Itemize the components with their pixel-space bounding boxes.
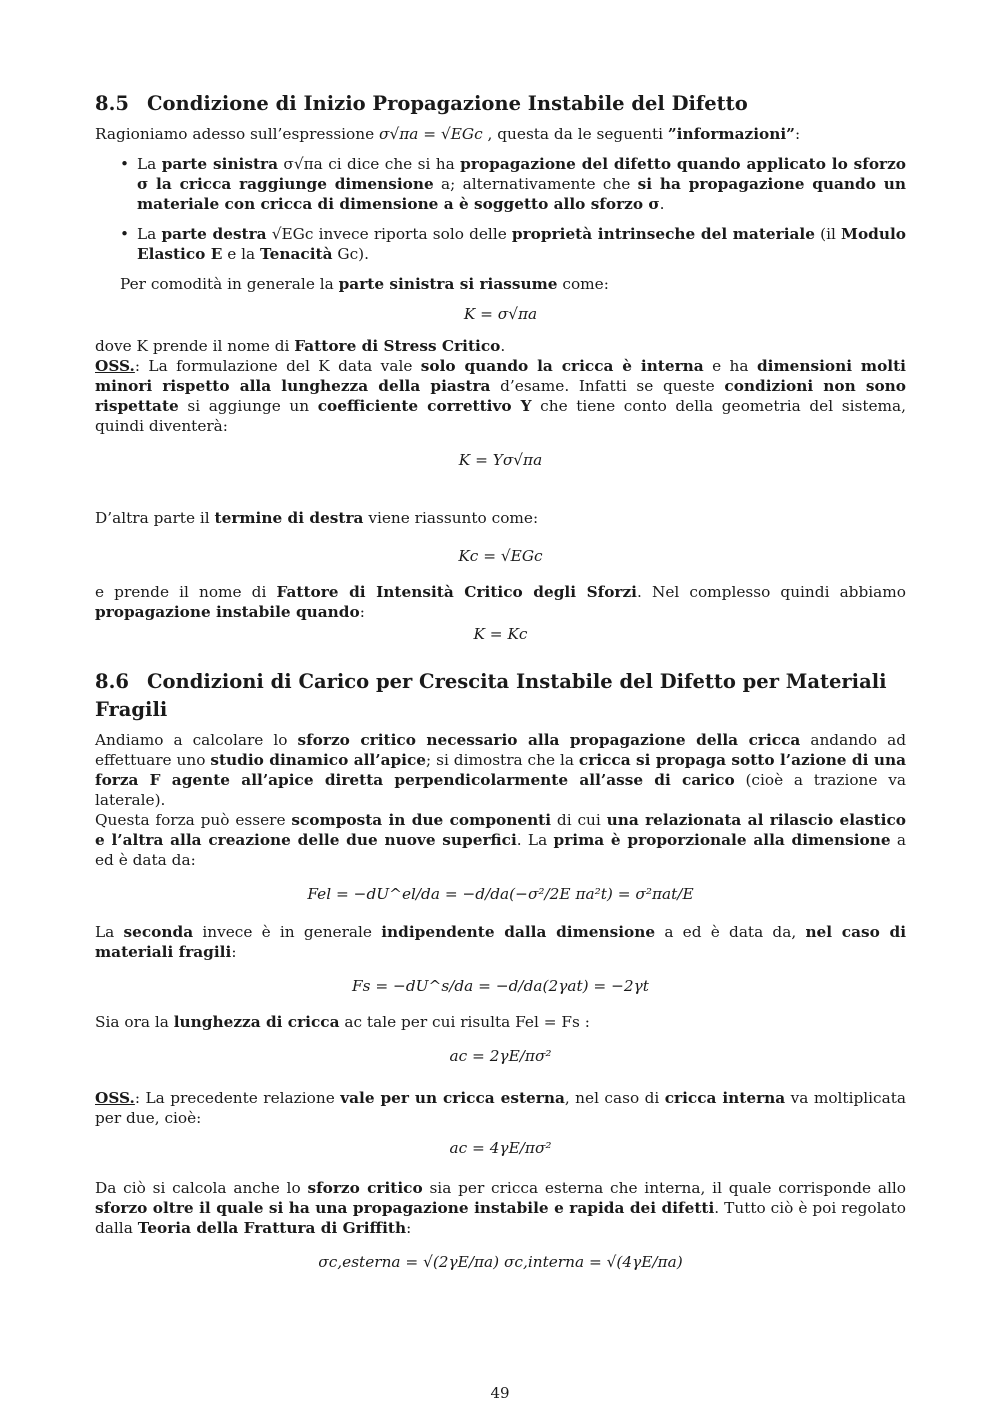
equation-fs: Fs = −dU^s/da = −d/da(2γat) = −2γt bbox=[352, 977, 649, 995]
equation-kc: Kc = √EGc bbox=[458, 547, 543, 565]
intro-paragraph: Ragioniamo adesso sull’espressione σ√πa = √EGc , questa da le seguenti ”informazioni”: bbox=[95, 125, 801, 143]
section-heading-8-6: 8.6 Condizioni di Carico per Crescita Instabile del Difetto per Materiali Fragili bbox=[95, 670, 887, 721]
paragraph: Per comodità in generale la parte sinistra si riassume come: bbox=[120, 275, 609, 293]
list-item: • La parte sinistra σ√πa ci dice che si ha propagazione del difetto quando applicato lo sforzo σ la cricca raggiunge dimensione a; alternativamente che si ha propagazione quando un materiale con cricca di dimensione a è soggetto allo sforzo σ. bbox=[137, 154, 906, 214]
bullet-list bbox=[95, 154, 906, 264]
paragraph: La seconda invece è in generale indipendente dalla dimensione a ed è data da, nel caso di materiali fragili: bbox=[95, 923, 907, 961]
oss-paragraph: OSS.: La formulazione del K data vale solo quando la cricca è interna e ha dimensioni molti minori rispetto alla lunghezza della piastra d’esame. Infatti se queste condizioni non sono rispettate si aggiunge un coefficiente correttivo Y che tiene conto della geometria del sistema, quindi diventerà: bbox=[95, 357, 907, 435]
paragraph: dove K prende il nome di Fattore di Stress Critico. bbox=[95, 337, 506, 355]
document-page bbox=[95, 90, 906, 1272]
paragraph: Questa forza può essere scomposta in due componenti di cui una relazionata al rilascio elastico e l’altra alla creazione delle due nuove superfici. La prima è proporzionale alla dimensione a ed è data da: bbox=[95, 811, 907, 869]
list-item: • La parte destra √EGc invece riporta solo delle proprietà intrinseche del materiale (il Modulo Elastico E e la Tenacità Gc). bbox=[137, 224, 906, 264]
paragraph: D’altra parte il termine di destra viene riassunto come: bbox=[95, 509, 539, 527]
equation-k: K = σ√πa bbox=[463, 305, 538, 323]
equation-fel: Fel = −dU^el/da = −d/da(−σ²/2E πa²t) = σ²πat/E bbox=[307, 885, 694, 903]
section-heading-8-5: 8.5 Condizione di Inizio Propagazione Instabile del Difetto bbox=[95, 92, 748, 115]
equation-ac-external: ac = 2γE/πσ² bbox=[449, 1047, 552, 1065]
paragraph: Da ciò si calcola anche lo sforzo critico sia per cricca esterna che interna, il quale corrisponde allo sforzo oltre il quale si ha una propagazione instabile e rapida dei difetti. Tutto ciò è poi regolato dalla Teoria della Frattura di Griffith: bbox=[95, 1179, 907, 1237]
equation-k-kc: K = Kc bbox=[473, 625, 528, 643]
equation-ky: K = Yσ√πa bbox=[458, 451, 543, 469]
paragraph: e prende il nome di Fattore di Intensità Critico degli Sforzi. Nel complesso quindi abbiamo propagazione instabile quando: bbox=[95, 583, 906, 621]
page-number: 49 bbox=[490, 1384, 510, 1402]
paragraph: Andiamo a calcolare lo sforzo critico necessario alla propagazione della cricca andando ad effettuare uno studio dinamico all’apice; si dimostra che la cricca si propaga sotto l’azione di una forza F agente all’apice diretta perpendicolarmente all’asse di carico (cioè a trazione va laterale). bbox=[95, 731, 907, 809]
equation-sigma-critical: σc,esterna = √(2γE/πa) σc,interna = √(4γE/πa) bbox=[318, 1253, 683, 1271]
equation-ac-internal: ac = 4γE/πσ² bbox=[449, 1139, 552, 1157]
inline-formula: σ√πa = √EGc bbox=[379, 125, 483, 143]
oss-paragraph: OSS.: La precedente relazione vale per un cricca esterna, nel caso di cricca interna va moltiplicata per due, cioè: bbox=[95, 1089, 906, 1127]
paragraph: Sia ora la lunghezza di cricca ac tale per cui risulta Fel = Fs : bbox=[95, 1013, 590, 1031]
